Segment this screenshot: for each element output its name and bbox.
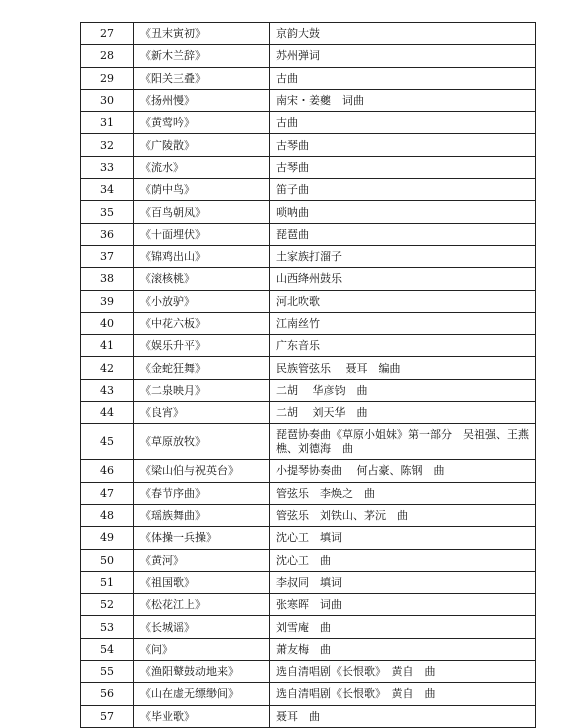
piece-title: 《松花江上》 (134, 594, 270, 616)
row-number: 38 (81, 268, 134, 290)
row-number: 41 (81, 335, 134, 357)
piece-note: 小提琴协奏曲 何占豪、陈钢 曲 (270, 460, 536, 482)
piece-note: 土家族打溜子 (270, 245, 536, 267)
piece-note: 李叔同 填词 (270, 571, 536, 593)
piece-note: 古曲 (270, 67, 536, 89)
piece-title: 《瑶族舞曲》 (134, 504, 270, 526)
row-number: 50 (81, 549, 134, 571)
table-row (81, 245, 536, 267)
row-number: 56 (81, 683, 134, 705)
piece-note: 管弦乐 刘铁山、茅沅 曲 (270, 504, 536, 526)
piece-title: 《草原放牧》 (134, 424, 270, 460)
table-row (81, 460, 536, 482)
table-row (81, 571, 536, 593)
piece-note: 沈心工 曲 (270, 549, 536, 571)
piece-note: 笛子曲 (270, 179, 536, 201)
table-row (81, 112, 536, 134)
piece-note: 选自清唱剧《长恨歌》 黄自 曲 (270, 683, 536, 705)
table-row (81, 89, 536, 111)
piece-title: 《荫中鸟》 (134, 179, 270, 201)
row-number: 36 (81, 223, 134, 245)
piece-title: 《扬州慢》 (134, 89, 270, 111)
row-number: 43 (81, 379, 134, 401)
table-body (81, 23, 536, 728)
piece-note: 京韵大鼓 (270, 23, 536, 45)
piece-title: 《渔阳鼙鼓动地来》 (134, 661, 270, 683)
table-row (81, 335, 536, 357)
row-number: 49 (81, 527, 134, 549)
piece-note: 琵琶曲 (270, 223, 536, 245)
piece-note: 广东音乐 (270, 335, 536, 357)
piece-note: 古琴曲 (270, 156, 536, 178)
piece-note: 张寒晖 词曲 (270, 594, 536, 616)
piece-note: 山西绛州鼓乐 (270, 268, 536, 290)
row-number: 31 (81, 112, 134, 134)
row-number: 57 (81, 705, 134, 727)
row-number: 40 (81, 312, 134, 334)
table-row (81, 616, 536, 638)
row-number: 42 (81, 357, 134, 379)
table-row (81, 594, 536, 616)
piece-note: 二胡 华彦钧 曲 (270, 379, 536, 401)
table-row (81, 638, 536, 660)
piece-title: 《娱乐升平》 (134, 335, 270, 357)
piece-note: 古琴曲 (270, 134, 536, 156)
row-number: 30 (81, 89, 134, 111)
row-number: 33 (81, 156, 134, 178)
row-number: 28 (81, 45, 134, 67)
row-number: 39 (81, 290, 134, 312)
row-number: 27 (81, 23, 134, 45)
row-number: 45 (81, 424, 134, 460)
table-row (81, 290, 536, 312)
row-number: 53 (81, 616, 134, 638)
piece-title: 《毕业歌》 (134, 705, 270, 727)
piece-title: 《梁山伯与祝英台》 (134, 460, 270, 482)
table-row (81, 357, 536, 379)
piece-note: 刘雪庵 曲 (270, 616, 536, 638)
row-number: 54 (81, 638, 134, 660)
piece-title: 《十面埋伏》 (134, 223, 270, 245)
piece-note: 南宋・姜夔 词曲 (270, 89, 536, 111)
piece-title: 《黄莺吟》 (134, 112, 270, 134)
table-row (81, 223, 536, 245)
piece-title: 《滚核桃》 (134, 268, 270, 290)
piece-title: 《问》 (134, 638, 270, 660)
piece-note: 琵琶协奏曲《草原小姐妹》第一部分 吴祖强、王燕樵、刘德海 曲 (270, 424, 536, 460)
table-row (81, 201, 536, 223)
piece-note: 管弦乐 李焕之 曲 (270, 482, 536, 504)
row-number: 48 (81, 504, 134, 526)
row-number: 29 (81, 67, 134, 89)
table-row (81, 134, 536, 156)
piece-note: 江南丝竹 (270, 312, 536, 334)
piece-note: 民族管弦乐 聂耳 编曲 (270, 357, 536, 379)
table-row (81, 402, 536, 424)
piece-title: 《中花六板》 (134, 312, 270, 334)
piece-title: 《阳关三叠》 (134, 67, 270, 89)
piece-note: 唢呐曲 (270, 201, 536, 223)
piece-note: 古曲 (270, 112, 536, 134)
piece-title: 《广陵散》 (134, 134, 270, 156)
row-number: 37 (81, 245, 134, 267)
table-row (81, 45, 536, 67)
piece-note: 河北吹歌 (270, 290, 536, 312)
table-row (81, 504, 536, 526)
row-number: 44 (81, 402, 134, 424)
piece-title: 《山在虚无缥缈间》 (134, 683, 270, 705)
table-row (81, 661, 536, 683)
row-number: 34 (81, 179, 134, 201)
table-row (81, 424, 536, 460)
piece-title: 《百鸟朝凤》 (134, 201, 270, 223)
table-row (81, 312, 536, 334)
piece-title: 《春节序曲》 (134, 482, 270, 504)
row-number: 35 (81, 201, 134, 223)
table-row (81, 683, 536, 705)
piece-title: 《祖国歌》 (134, 571, 270, 593)
piece-note: 沈心工 填词 (270, 527, 536, 549)
piece-title: 《金蛇狂舞》 (134, 357, 270, 379)
table-row (81, 179, 536, 201)
piece-note: 选自清唱剧《长恨歌》 黄自 曲 (270, 661, 536, 683)
piece-title: 《黄河》 (134, 549, 270, 571)
table-row (81, 156, 536, 178)
piece-note: 二胡 刘天华 曲 (270, 402, 536, 424)
table-row (81, 705, 536, 727)
table-row (81, 268, 536, 290)
piece-title: 《小放驴》 (134, 290, 270, 312)
table-row (81, 23, 536, 45)
piece-title: 《良宵》 (134, 402, 270, 424)
table-row (81, 549, 536, 571)
piece-note: 苏州弹词 (270, 45, 536, 67)
piece-title: 《流水》 (134, 156, 270, 178)
piece-title: 《锦鸡出山》 (134, 245, 270, 267)
row-number: 32 (81, 134, 134, 156)
repertoire-table (80, 22, 536, 728)
piece-title: 《新木兰辞》 (134, 45, 270, 67)
piece-title: 《长城谣》 (134, 616, 270, 638)
row-number: 46 (81, 460, 134, 482)
table-row (81, 379, 536, 401)
table-row (81, 482, 536, 504)
row-number: 52 (81, 594, 134, 616)
row-number: 55 (81, 661, 134, 683)
table-row (81, 67, 536, 89)
row-number: 47 (81, 482, 134, 504)
piece-note: 聂耳 曲 (270, 705, 536, 727)
piece-title: 《体操一兵操》 (134, 527, 270, 549)
piece-note: 萧友梅 曲 (270, 638, 536, 660)
table-row (81, 527, 536, 549)
piece-title: 《丑末寅初》 (134, 23, 270, 45)
piece-title: 《二泉映月》 (134, 379, 270, 401)
row-number: 51 (81, 571, 134, 593)
